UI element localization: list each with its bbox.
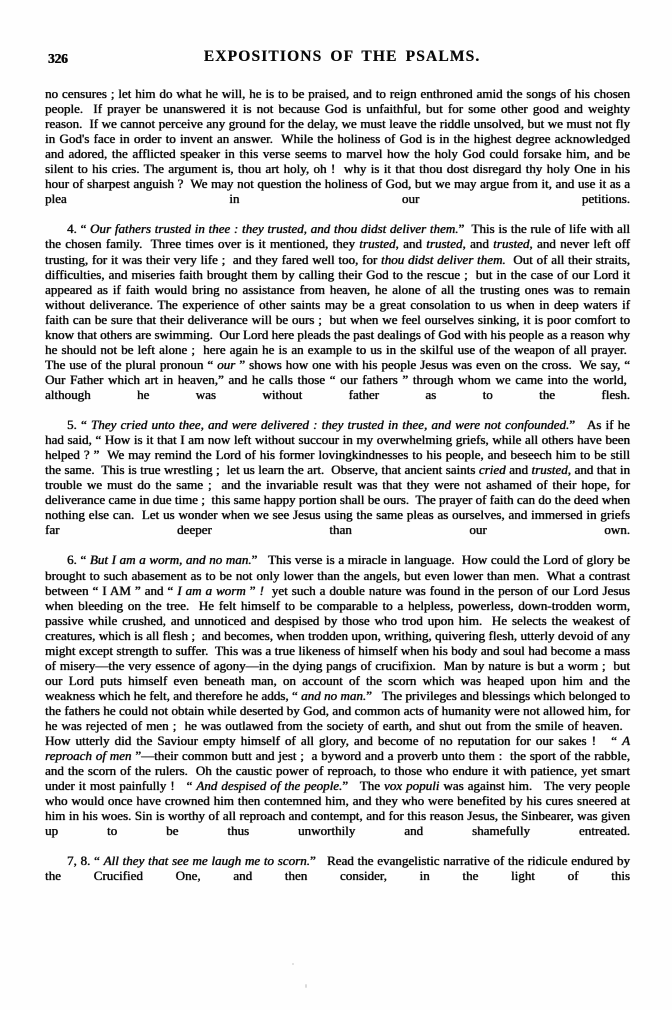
body-text-block <box>45 86 630 899</box>
paragraph-verse-7-8: 7, 8. “ All they that see me laugh me to scorn.” Read the evangelistic narrative of the ridicule endured by the Crucified One, and then consider, in the light of this <box>45 853 630 884</box>
scan-speck <box>305 984 307 988</box>
paragraph-continued: no censures ; let him do what he will, he is to be praised, and to reign enthroned amid the songs of his chosen people. If prayer be unanswered it is not because God is unfaithful, but for some other good and weighty reason. If we cannot perceive any ground for the delay, we must leave the riddle unsolved, but we must not fly in God's face in order to invent an answer. While the holiness of God is in the highest degree acknowledged and adored, the afflicted speaker in this verse seems to marvel how the holy God could forsake him, and be silent to his cries. The argument is, thou art holy, oh ! why is it that thou dost disregard thy holy One in his hour of sharpest anguish ? We may not question the holiness of God, but we may argue from it, and use it as a plea in our petitions. <box>45 86 630 207</box>
page-number: 326 <box>48 51 68 66</box>
paragraph-verse-5: 5. “ They cried unto thee, and were delivered : they trusted in thee, and were not confounded.” As if he had said, “ How is it that I am now left without succour in my overwhelming griefs, while all others have been helped ? ” We may remind the Lord of his former lovingkindnesses to his people, and beseech him to be still the same. This is true wrestling ; let us learn the art. Observe, that ancient saints cried and trusted, and that in trouble we must do the same ; and the invariable result was that they were not ashamed of their hope, for deliverance came in due time ; this same happy portion shall be ours. The prayer of faith can do the deed when nothing else can. Let us wonder when we see Jesus using the same pleas as ourselves, and immersed in griefs far deeper than our own. <box>45 417 631 538</box>
paragraph-verse-6: 6. “ But I am a worm, and no man.” This verse is a miracle in language. How could the Lord of glory be brought to such abasement as to be not only lower than the angels, but even lower than men. What a contrast between “ I AM ” and “ I am a worm ” ! yet such a double nature was found in the person of our Lord Jesus when bleeding on the tree. He felt himself to be comparable to a helpless, powerless, down-trodden worm, passive while crushed, and unnoticed and despised by those who trod upon him. He selects the weakest of creatures, which is all flesh ; and becomes, when trodden upon, writhing, quivering flesh, utterly devoid of any might except strength to suffer. This was a true likeness of himself when his body and soul had become a mass of misery—the very essence of agony—in the dying pangs of crucifixion. Man by nature is but a worm ; but our Lord puts himself even beneath man, on account of the scorn which was heaped upon him and the weakness which he felt, and therefore he adds, “ and no man.” The privileges and blessings which belonged to the fathers he could not obtain while deserted by God, and common acts of humanity were not allowed him, for he was rejected of men ; he was outlawed from the society of earth, and shut out from the smile of heaven. How utterly did the Saviour empty himself of all glory, and become of no reputation for our sakes ! “ A reproach of men ”—their common butt and jest ; a byword and a proverb unto them : the sport of the rabble, and the scorn of the rulers. Oh the caustic power of reproach, to those who endure it with patience, yet smart under it most painfully ! “ And despised of the people.” The vox populi was against him. The very people who would once have crowned him then contemned him, and they who were benefited by his cures sneered at him in his woes. Sin is worthy of all reproach and contempt, and for this reason Jesus, the Sinbearer, was given up to be thus unworthily and shamefully entreated. <box>45 552 630 839</box>
running-head <box>0 48 672 72</box>
running-title: EXPOSITIONS OF THE PSALMS. <box>203 48 481 65</box>
scan-speck <box>292 963 294 965</box>
paragraph-verse-4: 4. “ Our fathers trusted in thee : they trusted, and thou didst deliver them.” This is the rule of life with all the chosen family. Three times over is it mentioned, they trusted, and trusted, and trusted, and never left off trusting, for it was their very life ; and they fared well too, for thou didst deliver them. Out of all their straits, difficulties, and miseries faith brought them by calling their God to the rescue ; but in the case of our Lord it appeared as if faith would bring no assistance from heaven, he alone of all the trusting ones was to remain without deliverance. The experience of other saints may be a great consolation to us when in deep waters if faith can be sure that their deliverance will be ours ; but when we feel ourselves sinking, it is poor comfort to know that others are swimming. Our Lord here pleads the past dealings of God with his people as a reason why he should not be left alone ; here again he is an example to us in the skilful use of the weapon of all prayer. The use of the plural pronoun “ our ” shows how one with his people Jesus was even on the cross. We say, “ Our Father which art in heaven,” and he calls those “ our fathers ” through whom we came into the world, although he was without father as to the flesh. <box>45 221 631 402</box>
